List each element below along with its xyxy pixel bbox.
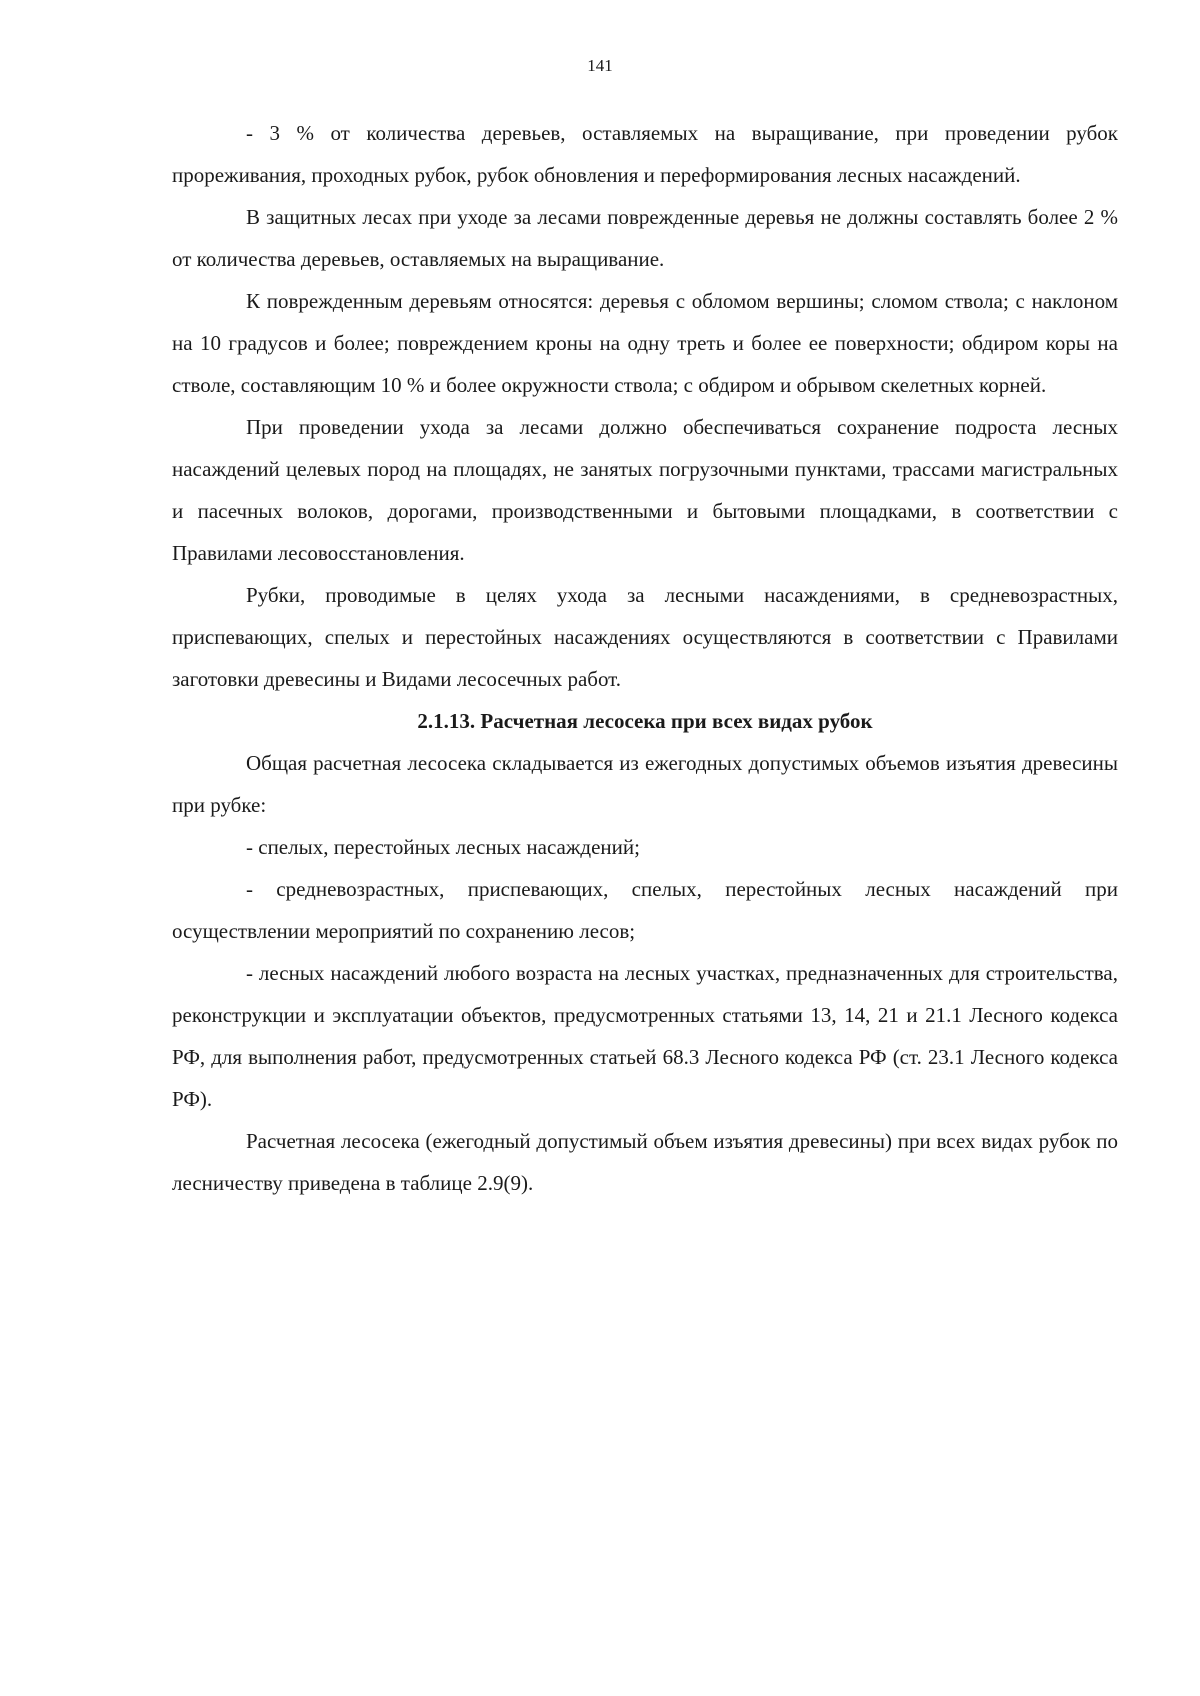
- paragraph: Расчетная лесосека (ежегодный допустимый объем изъятия древесины) при всех видах рубок по лесничеству приведена в таблице 2.9(9).: [172, 1129, 1118, 1195]
- page-body: [172, 112, 1118, 1204]
- list-item: - средневозрастных, приспевающих, спелых, перестойных лесных насаждений при осуществлении мероприятий по сохранению лесов;: [172, 877, 1118, 943]
- paragraph: К поврежденным деревьям относятся: деревья с обломом вершины; сломом ствола; с наклоном на 10 градусов и более; повреждением кроны на одну треть и более ее поверхности; обдиром коры на стволе, составляющим 10 % и более окружности ствола; с обдиром и обрывом скелетных корней.: [172, 289, 1118, 397]
- paragraph: - 3 % от количества деревьев, оставляемых на выращивание, при проведении рубок прореживания, проходных рубок, рубок обновления и переформирования лесных насаждений.: [172, 121, 1118, 187]
- paragraph: При проведении ухода за лесами должно обеспечиваться сохранение подроста лесных насаждений целевых пород на площадях, не занятых погрузочными пунктами, трассами магистральных и пасечных волоков, дорогами, производственными и бытовыми площадками, в соответствии с Правилами лесовосстановления.: [172, 415, 1118, 565]
- list-item: - лесных насаждений любого возраста на лесных участках, предназначенных для строительства, реконструкции и эксплуатации объектов, предусмотренных статьями 13, 14, 21 и 21.1 Лесного кодекса РФ, для выполнения работ, предусмотренных статьей 68.3 Лесного кодекса РФ (ст. 23.1 Лесного кодекса РФ).: [172, 961, 1118, 1111]
- list-item: - спелых, перестойных лесных насаждений;: [246, 835, 640, 859]
- section-heading: 2.1.13. Расчетная лесосека при всех видах рубок: [417, 709, 873, 733]
- paragraph: Общая расчетная лесосека складывается из ежегодных допустимых объемов изъятия древесины при рубке:: [172, 751, 1118, 817]
- page-number: 141: [587, 56, 613, 75]
- paragraph: В защитных лесах при уходе за лесами поврежденные деревья не должны составлять более 2 % от количества деревьев, оставляемых на выращивание.: [172, 205, 1118, 271]
- paragraph: Рубки, проводимые в целях ухода за лесными насаждениями, в средневозрастных, приспевающих, спелых и перестойных насаждениях осуществляются в соответствии с Правилами заготовки древесины и Видами лесосечных работ.: [172, 583, 1118, 691]
